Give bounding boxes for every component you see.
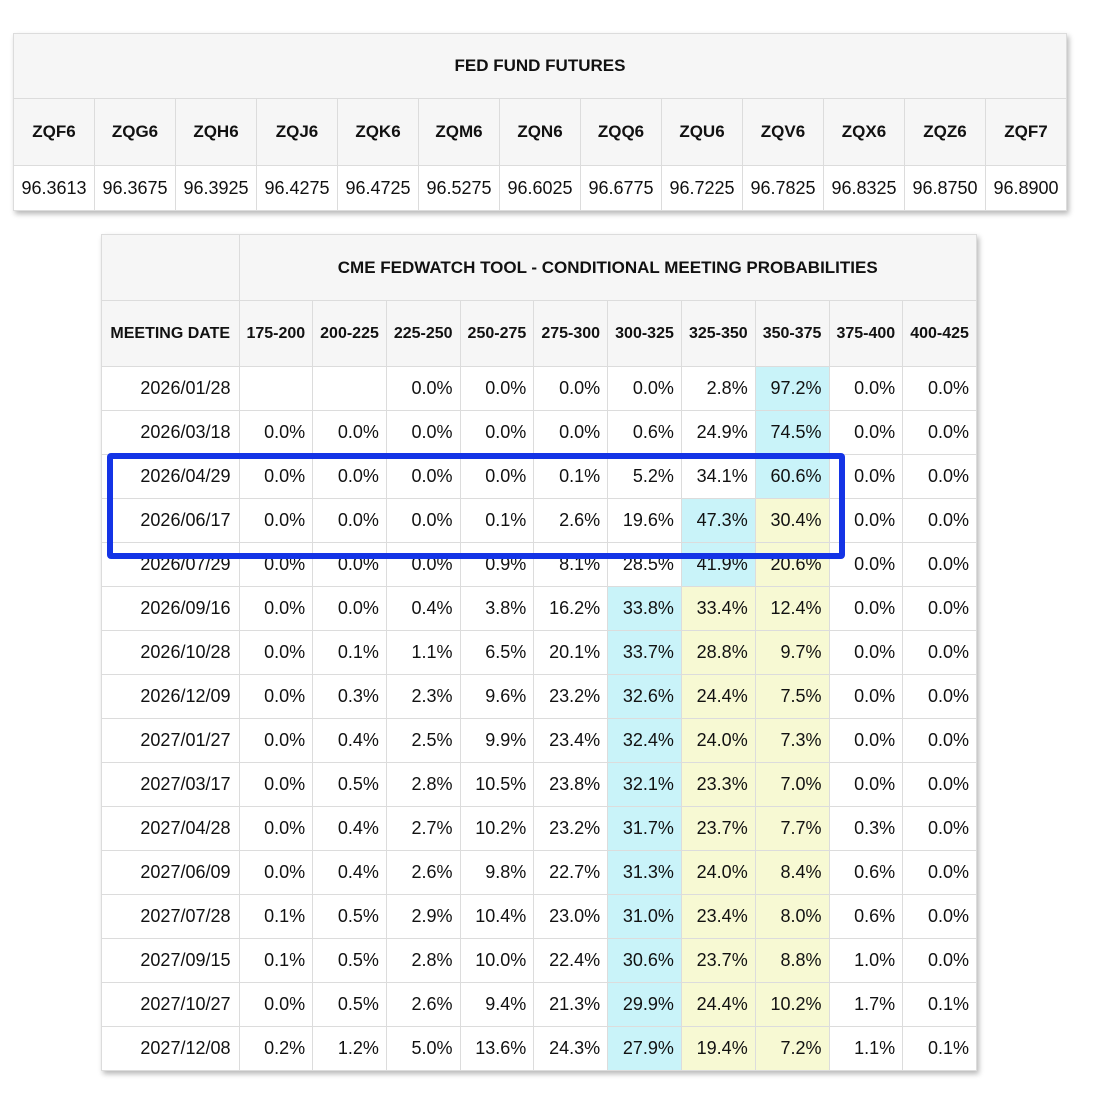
probability-cell: 0.0%: [239, 499, 313, 543]
probability-cell: 0.0%: [903, 719, 977, 763]
meeting-date: 2026/01/28: [102, 367, 240, 411]
probability-cell: 28.8%: [681, 631, 755, 675]
meeting-row: [102, 1027, 977, 1071]
futures-price-zqx6: 96.8325: [824, 166, 905, 211]
probability-cell: 0.0%: [903, 675, 977, 719]
meeting-row: [102, 807, 977, 851]
futures-code-zqz6: ZQZ6: [905, 99, 986, 166]
probability-cell: 22.4%: [534, 939, 608, 983]
meeting-date: 2027/07/28: [102, 895, 240, 939]
probability-cell: 0.6%: [829, 851, 903, 895]
futures-code-zqv6: ZQV6: [743, 99, 824, 166]
probability-cell: 2.8%: [386, 763, 460, 807]
meeting-date: 2026/07/29: [102, 543, 240, 587]
meeting-row: [102, 631, 977, 675]
probability-cell: 1.1%: [829, 1027, 903, 1071]
probability-cell: 27.9%: [608, 1027, 682, 1071]
probability-cell: 32.4%: [608, 719, 682, 763]
probability-cell: 0.0%: [903, 895, 977, 939]
futures-code-zqg6: ZQG6: [95, 99, 176, 166]
probability-cell: 0.1%: [313, 631, 387, 675]
probability-cell: 21.3%: [534, 983, 608, 1027]
probability-cell: 0.4%: [313, 719, 387, 763]
probability-cell: 0.0%: [829, 587, 903, 631]
futures-price-zqg6: 96.3675: [95, 166, 176, 211]
probability-cell: 1.0%: [829, 939, 903, 983]
probability-cell: 0.0%: [239, 675, 313, 719]
range-header-300-325: 300-325: [608, 301, 682, 367]
futures-code-zqf7: ZQF7: [986, 99, 1067, 166]
futures-code-zqn6: ZQN6: [500, 99, 581, 166]
meeting-date: 2027/12/08: [102, 1027, 240, 1071]
probability-cell: 0.4%: [313, 807, 387, 851]
probability-cell: 0.0%: [313, 587, 387, 631]
futures-price-zqz6: 96.8750: [905, 166, 986, 211]
probability-cell: 0.1%: [534, 455, 608, 499]
probability-cell: 0.0%: [903, 631, 977, 675]
fedwatch-header-row: [102, 301, 977, 367]
probability-cell: 2.6%: [386, 851, 460, 895]
probability-cell: 0.4%: [386, 587, 460, 631]
probability-cell: 0.5%: [313, 895, 387, 939]
probability-cell: 0.5%: [313, 939, 387, 983]
meeting-row: [102, 719, 977, 763]
futures-code-row: [14, 99, 1067, 166]
probability-cell: 23.8%: [534, 763, 608, 807]
probability-cell: 23.0%: [534, 895, 608, 939]
probability-cell: 9.9%: [460, 719, 534, 763]
probability-cell: 0.3%: [313, 675, 387, 719]
probability-cell: 19.6%: [608, 499, 682, 543]
probability-cell: 0.0%: [386, 543, 460, 587]
probability-cell: 0.0%: [608, 367, 682, 411]
futures-price-zqu6: 96.7225: [662, 166, 743, 211]
probability-cell: 23.2%: [534, 807, 608, 851]
probability-cell: 1.1%: [386, 631, 460, 675]
futures-title: FED FUND FUTURES: [14, 34, 1067, 99]
meeting-row: [102, 499, 977, 543]
probability-cell: 8.1%: [534, 543, 608, 587]
probability-cell: 0.0%: [386, 499, 460, 543]
meeting-date: 2027/03/17: [102, 763, 240, 807]
probability-cell: 24.4%: [681, 675, 755, 719]
futures-code-zqm6: ZQM6: [419, 99, 500, 166]
probability-cell: 0.0%: [903, 587, 977, 631]
probability-cell: 0.0%: [239, 983, 313, 1027]
meeting-row: [102, 939, 977, 983]
probability-cell: 23.4%: [534, 719, 608, 763]
probability-cell: 7.0%: [755, 763, 829, 807]
probability-cell: 60.6%: [755, 455, 829, 499]
probability-cell: 2.8%: [681, 367, 755, 411]
fedwatch-body: [102, 367, 977, 1071]
probability-cell: 22.7%: [534, 851, 608, 895]
futures-price-row: [14, 166, 1067, 211]
range-header-225-250: 225-250: [386, 301, 460, 367]
probability-cell: 34.1%: [681, 455, 755, 499]
probability-cell: 0.0%: [829, 719, 903, 763]
probability-cell: 9.8%: [460, 851, 534, 895]
meeting-date: 2026/12/09: [102, 675, 240, 719]
futures-code-zqq6: ZQQ6: [581, 99, 662, 166]
probability-cell: 8.4%: [755, 851, 829, 895]
probability-cell: 2.9%: [386, 895, 460, 939]
probability-cell: 13.6%: [460, 1027, 534, 1071]
probability-cell: 23.3%: [681, 763, 755, 807]
probability-cell: 16.2%: [534, 587, 608, 631]
probability-cell: 7.7%: [755, 807, 829, 851]
probability-cell: 0.0%: [239, 851, 313, 895]
probability-cell: 23.7%: [681, 807, 755, 851]
probability-cell: 30.4%: [755, 499, 829, 543]
probability-cell: 0.4%: [313, 851, 387, 895]
range-header-400-425: 400-425: [903, 301, 977, 367]
probability-cell: 23.7%: [681, 939, 755, 983]
meeting-row: [102, 983, 977, 1027]
probability-cell: 47.3%: [681, 499, 755, 543]
probability-cell: 0.0%: [239, 587, 313, 631]
meeting-date: 2026/10/28: [102, 631, 240, 675]
probability-cell: 2.7%: [386, 807, 460, 851]
probability-cell: 6.5%: [460, 631, 534, 675]
probability-cell: 0.6%: [608, 411, 682, 455]
probability-cell: 5.0%: [386, 1027, 460, 1071]
probability-cell: 3.8%: [460, 587, 534, 631]
probability-cell: 41.9%: [681, 543, 755, 587]
meeting-row: [102, 455, 977, 499]
probability-cell: 0.0%: [534, 367, 608, 411]
probability-cell: 7.3%: [755, 719, 829, 763]
futures-price-zqq6: 96.6775: [581, 166, 662, 211]
meeting-row: [102, 763, 977, 807]
meeting-date: 2027/10/27: [102, 983, 240, 1027]
fedwatch-title: CME FEDWATCH TOOL - CONDITIONAL MEETING PROBABILITIES: [239, 235, 977, 301]
probability-cell: 0.0%: [903, 807, 977, 851]
probability-cell: 0.0%: [829, 499, 903, 543]
probability-cell: 10.5%: [460, 763, 534, 807]
probability-cell: 1.7%: [829, 983, 903, 1027]
probability-cell: 0.0%: [460, 367, 534, 411]
probability-cell: 0.0%: [386, 411, 460, 455]
probability-cell: [239, 367, 313, 411]
probability-cell: 2.3%: [386, 675, 460, 719]
probability-cell: 0.1%: [239, 895, 313, 939]
probability-cell: 0.0%: [386, 367, 460, 411]
probability-cell: 0.1%: [239, 939, 313, 983]
probability-cell: 0.0%: [239, 763, 313, 807]
meeting-date: 2026/06/17: [102, 499, 240, 543]
probability-cell: 20.6%: [755, 543, 829, 587]
futures-price-zqj6: 96.4275: [257, 166, 338, 211]
range-header-250-275: 250-275: [460, 301, 534, 367]
futures-code-zqx6: ZQX6: [824, 99, 905, 166]
probability-cell: 0.1%: [460, 499, 534, 543]
probability-cell: 0.0%: [829, 455, 903, 499]
futures-price-zqm6: 96.5275: [419, 166, 500, 211]
probability-cell: 32.6%: [608, 675, 682, 719]
meeting-row: [102, 895, 977, 939]
probability-cell: 9.7%: [755, 631, 829, 675]
probability-cell: 10.0%: [460, 939, 534, 983]
probability-cell: 8.8%: [755, 939, 829, 983]
probability-cell: 0.0%: [239, 807, 313, 851]
probability-cell: 0.0%: [829, 411, 903, 455]
probability-cell: 23.2%: [534, 675, 608, 719]
probability-cell: 0.5%: [313, 983, 387, 1027]
probability-cell: 0.0%: [903, 367, 977, 411]
range-header-200-225: 200-225: [313, 301, 387, 367]
probability-cell: 24.9%: [681, 411, 755, 455]
meeting-row: [102, 587, 977, 631]
probability-cell: 24.3%: [534, 1027, 608, 1071]
probability-cell: 0.0%: [903, 543, 977, 587]
range-header-350-375: 350-375: [755, 301, 829, 367]
probability-cell: 9.6%: [460, 675, 534, 719]
probability-cell: 7.5%: [755, 675, 829, 719]
probability-cell: 10.2%: [460, 807, 534, 851]
probability-cell: 20.1%: [534, 631, 608, 675]
probability-cell: 30.6%: [608, 939, 682, 983]
range-header-325-350: 325-350: [681, 301, 755, 367]
probability-cell: 0.3%: [829, 807, 903, 851]
probability-cell: 0.0%: [903, 499, 977, 543]
futures-price-zqf7: 96.8900: [986, 166, 1067, 211]
probability-cell: 24.0%: [681, 851, 755, 895]
probability-cell: 0.0%: [829, 675, 903, 719]
probability-cell: 31.7%: [608, 807, 682, 851]
probability-cell: 23.4%: [681, 895, 755, 939]
probability-cell: 0.0%: [313, 543, 387, 587]
meeting-date: 2027/04/28: [102, 807, 240, 851]
probability-cell: 2.6%: [386, 983, 460, 1027]
futures-price-zqk6: 96.4725: [338, 166, 419, 211]
corner-cell: [102, 235, 240, 301]
probability-cell: 33.7%: [608, 631, 682, 675]
probability-cell: 0.0%: [460, 455, 534, 499]
meeting-date: 2026/09/16: [102, 587, 240, 631]
probability-cell: 0.0%: [239, 543, 313, 587]
probability-cell: 0.2%: [239, 1027, 313, 1071]
meeting-row: [102, 851, 977, 895]
probability-cell: 24.4%: [681, 983, 755, 1027]
probability-cell: 0.0%: [460, 411, 534, 455]
probability-cell: 29.9%: [608, 983, 682, 1027]
meeting-date-header: MEETING DATE: [102, 301, 240, 367]
probability-cell: 2.5%: [386, 719, 460, 763]
probability-cell: 0.0%: [313, 455, 387, 499]
probability-cell: 0.0%: [903, 411, 977, 455]
futures-code-zqu6: ZQU6: [662, 99, 743, 166]
futures-price-zqh6: 96.3925: [176, 166, 257, 211]
futures-price-zqn6: 96.6025: [500, 166, 581, 211]
probability-cell: 10.4%: [460, 895, 534, 939]
meeting-date: 2027/01/27: [102, 719, 240, 763]
probability-cell: 0.0%: [903, 851, 977, 895]
probability-cell: 0.0%: [829, 367, 903, 411]
probability-cell: 0.1%: [903, 1027, 977, 1071]
probability-cell: 12.4%: [755, 587, 829, 631]
range-header-175-200: 175-200: [239, 301, 313, 367]
futures-price-zqf6: 96.3613: [14, 166, 95, 211]
meeting-date: 2026/03/18: [102, 411, 240, 455]
futures-code-zqk6: ZQK6: [338, 99, 419, 166]
range-header-375-400: 375-400: [829, 301, 903, 367]
probability-cell: 0.0%: [903, 939, 977, 983]
probability-cell: 9.4%: [460, 983, 534, 1027]
probability-cell: 0.1%: [903, 983, 977, 1027]
futures-code-zqj6: ZQJ6: [257, 99, 338, 166]
futures-code-zqh6: ZQH6: [176, 99, 257, 166]
probability-cell: 0.0%: [239, 411, 313, 455]
probability-cell: 5.2%: [608, 455, 682, 499]
probability-cell: 7.2%: [755, 1027, 829, 1071]
probability-cell: 2.8%: [386, 939, 460, 983]
probability-cell: 0.6%: [829, 895, 903, 939]
probability-cell: 97.2%: [755, 367, 829, 411]
meeting-date: 2027/09/15: [102, 939, 240, 983]
probability-cell: 0.0%: [903, 455, 977, 499]
probability-cell: 0.0%: [829, 763, 903, 807]
probability-cell: 74.5%: [755, 411, 829, 455]
meeting-row: [102, 411, 977, 455]
probability-cell: 0.0%: [903, 763, 977, 807]
probability-cell: 10.2%: [755, 983, 829, 1027]
probability-cell: 0.0%: [239, 631, 313, 675]
probability-cell: 0.0%: [386, 455, 460, 499]
probability-cell: 33.8%: [608, 587, 682, 631]
probability-cell: 0.0%: [313, 411, 387, 455]
probability-cell: 0.0%: [313, 499, 387, 543]
range-header-275-300: 275-300: [534, 301, 608, 367]
probability-cell: 2.6%: [534, 499, 608, 543]
probability-cell: 0.0%: [239, 455, 313, 499]
probability-cell: 0.0%: [829, 631, 903, 675]
fed-fund-futures-table: [13, 33, 1067, 211]
meeting-row: [102, 675, 977, 719]
probability-cell: 0.5%: [313, 763, 387, 807]
meeting-date: 2027/06/09: [102, 851, 240, 895]
probability-cell: 0.0%: [534, 411, 608, 455]
probability-cell: 24.0%: [681, 719, 755, 763]
probability-cell: 32.1%: [608, 763, 682, 807]
futures-code-zqf6: ZQF6: [14, 99, 95, 166]
probability-cell: 28.5%: [608, 543, 682, 587]
probability-cell: 31.0%: [608, 895, 682, 939]
probability-cell: 1.2%: [313, 1027, 387, 1071]
probability-cell: 0.9%: [460, 543, 534, 587]
meeting-row: [102, 543, 977, 587]
fedwatch-probabilities-table: [101, 234, 977, 1071]
probability-cell: 0.0%: [239, 719, 313, 763]
probability-cell: 0.0%: [829, 543, 903, 587]
meeting-row: [102, 367, 977, 411]
probability-cell: 19.4%: [681, 1027, 755, 1071]
probability-cell: [313, 367, 387, 411]
futures-price-zqv6: 96.7825: [743, 166, 824, 211]
probability-cell: 33.4%: [681, 587, 755, 631]
probability-cell: 8.0%: [755, 895, 829, 939]
meeting-date: 2026/04/29: [102, 455, 240, 499]
probability-cell: 31.3%: [608, 851, 682, 895]
